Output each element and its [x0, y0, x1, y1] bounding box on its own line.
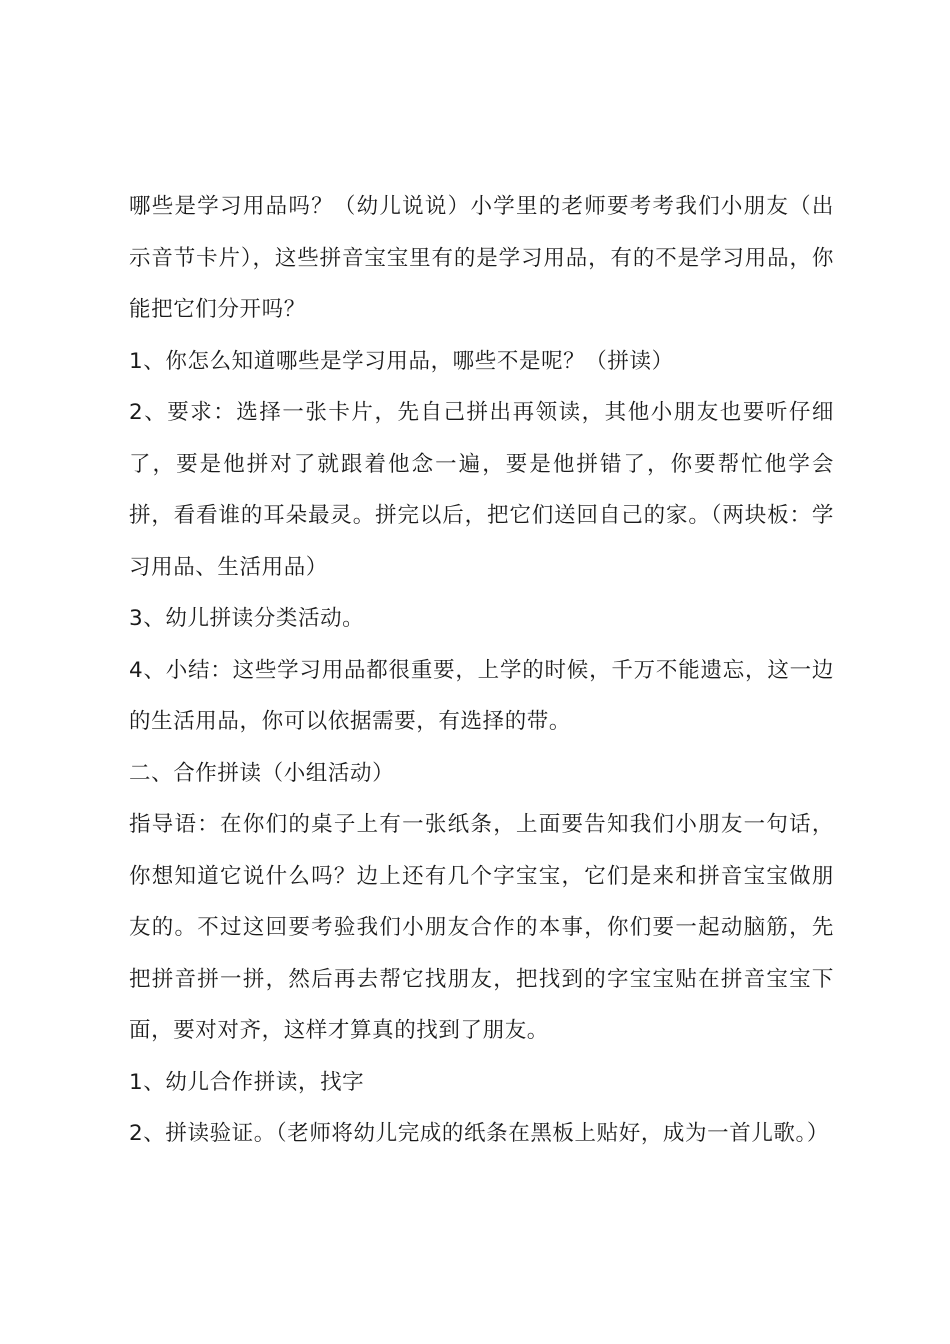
paragraph-step-4: 4、小结：这些学习用品都很重要，上学的时候，千万不能遗忘，这一边的生活用品，你可以依据需要，有选择的带。	[129, 657, 834, 734]
paragraph-step-3: 3、幼儿拼读分类活动。	[129, 606, 365, 631]
paragraph-step-2: 2、要求：选择一张卡片，先自己拼出再领读，其他小朋友也要听仔细了，要是他拼对了就跟着他念一遍，要是他拼错了，你要帮忙他学会拼，看看谁的耳朵最灵。拼完以后，把它们送回自己的家。（两块板：学习用品、生活用品）	[129, 400, 834, 580]
paragraph-substep-2: 2、拼读验证。（老师将幼儿完成的纸条在黑板上贴好，成为一首儿歌。）	[129, 1121, 829, 1146]
paragraph-step-1: 1、你怎么知道哪些是学习用品，哪些不是呢？（拼读）	[129, 348, 674, 374]
section-heading-cooperative-reading: 二、合作拼读（小组活动）	[129, 760, 395, 786]
paragraph-intro: 哪些是学习用品吗？（幼儿说说）小学里的老师要考考我们小朋友（出示音节卡片），这些拼音宝宝里有的是学习用品，有的不是学习用品，你能把它们分开吗？	[129, 194, 834, 322]
paragraph-guidance: 指导语：在你们的桌子上有一张纸条，上面要告知我们小朋友一句话，你想知道它说什么吗？边上还有几个字宝宝，它们是来和拼音宝宝做朋友的。不过这回要考验我们小朋友合作的本事，你们要一起动脑筋，先把拼音拼一拼，然后再去帮它找朋友，把找到的字宝宝贴在拼音宝宝下面，要对对齐，这样才算真的找到了朋友。	[129, 812, 834, 1043]
paragraph-substep-1: 1、幼儿合作拼读，找字	[129, 1069, 365, 1095]
document-body	[129, 181, 834, 1160]
